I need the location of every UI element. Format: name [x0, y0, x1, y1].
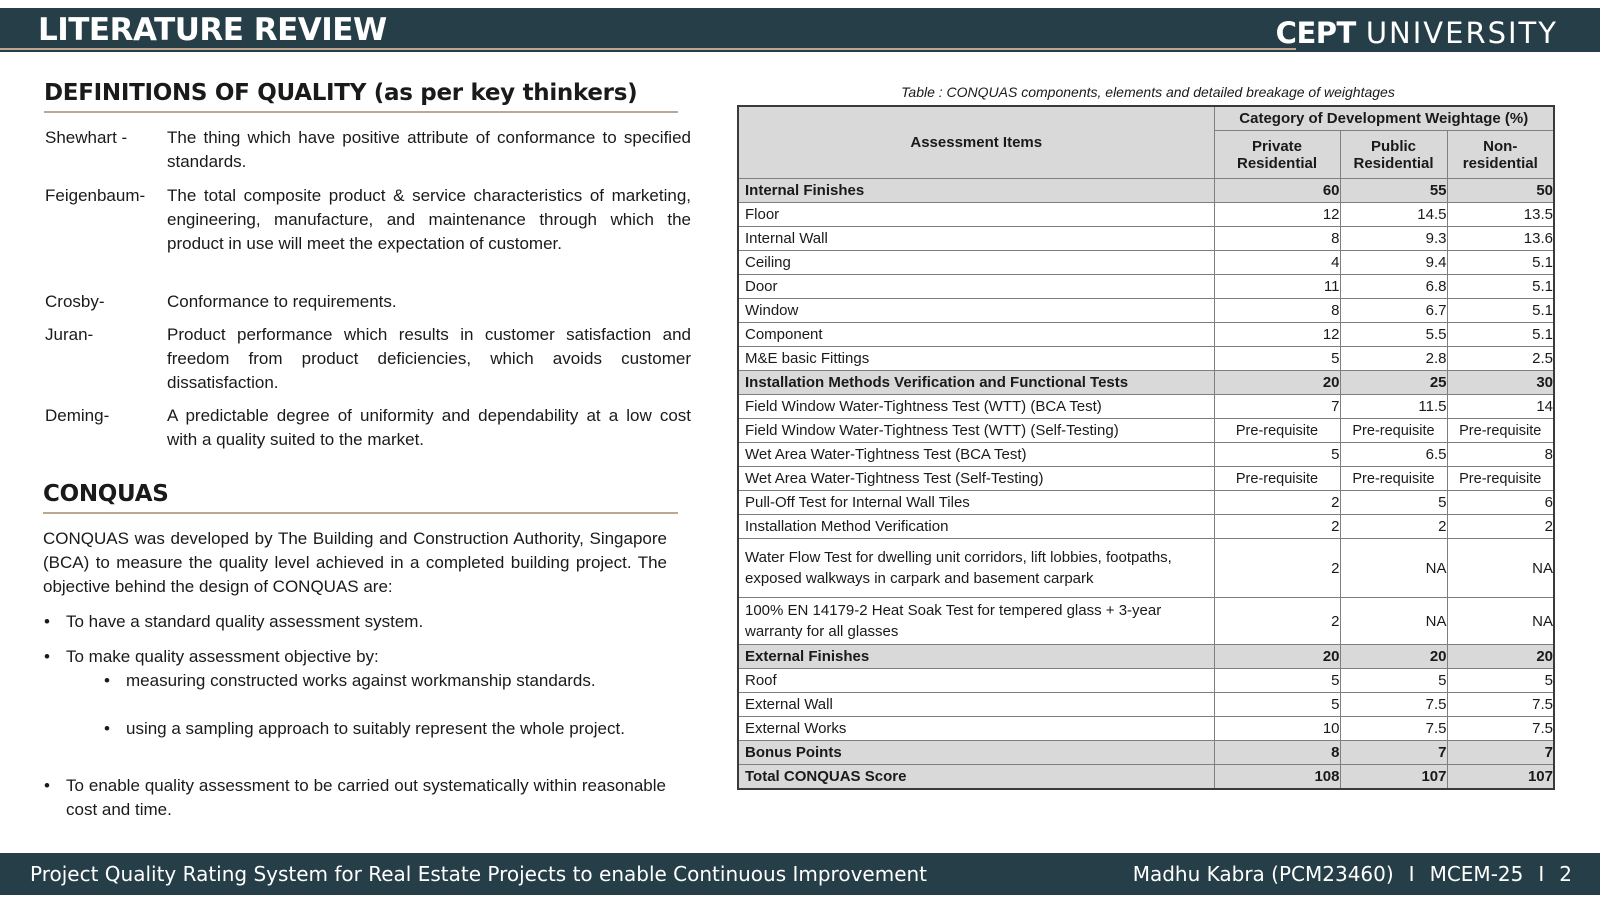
definition-term: Deming- [45, 406, 110, 425]
cell-assessment-item: Bonus Points [738, 741, 1214, 765]
footer-meta [1133, 862, 1572, 886]
cell-non-residential: 30 [1447, 371, 1554, 395]
bullet-dot: • [104, 719, 110, 738]
cell-public-residential: 6.5 [1340, 443, 1447, 467]
cell-private-residential: 8 [1214, 299, 1340, 323]
footer-separator: I [1538, 862, 1545, 886]
header-non-residential: Non-residential [1447, 131, 1554, 179]
header-underline [0, 48, 1296, 50]
cell-public-residential: 9.3 [1340, 227, 1447, 251]
bullet-text: To make quality assessment objective by: [66, 647, 379, 666]
cell-assessment-item: 100% EN 14179-2 Heat Soak Test for tempered glass + 3-year warranty for all glasses [738, 598, 1214, 645]
table-row [738, 443, 1554, 467]
conquas-rule [43, 512, 678, 514]
definition-text: The thing which have positive attribute of conformance to specified standards. [167, 128, 691, 171]
definition-term: Shewhart - [45, 128, 128, 147]
cell-public-residential: 9.4 [1340, 251, 1447, 275]
table-row [738, 515, 1554, 539]
cell-non-residential: 7 [1447, 741, 1554, 765]
table-row [738, 395, 1554, 419]
cell-assessment-item: Total CONQUAS Score [738, 765, 1214, 790]
cell-private-residential: Pre-requisite [1214, 467, 1340, 491]
cell-private-residential: 20 [1214, 645, 1340, 669]
cell-assessment-item: External Wall [738, 693, 1214, 717]
slide-title: LITERATURE REVIEW [38, 12, 387, 48]
cell-non-residential: 7.5 [1447, 717, 1554, 741]
cell-public-residential: 7.5 [1340, 693, 1447, 717]
table-row [738, 741, 1554, 765]
cell-public-residential: 6.8 [1340, 275, 1447, 299]
cell-assessment-item: Field Window Water-Tightness Test (WTT) (BCA Test) [738, 395, 1214, 419]
definitions-heading: DEFINITIONS OF QUALITY (as per key thinkers) [44, 80, 638, 106]
footer-project-title: Project Quality Rating System for Real Estate Projects to enable Continuous Improvement [30, 862, 928, 886]
cell-public-residential: 7 [1340, 741, 1447, 765]
table-row [738, 299, 1554, 323]
cell-public-residential: Pre-requisite [1340, 419, 1447, 443]
cell-assessment-item: Installation Method Verification [738, 515, 1214, 539]
cell-private-residential: Pre-requisite [1214, 419, 1340, 443]
table-row [738, 227, 1554, 251]
cell-private-residential: 12 [1214, 323, 1340, 347]
cell-public-residential: NA [1340, 539, 1447, 598]
cell-private-residential: 2 [1214, 539, 1340, 598]
definition-shewhart [45, 126, 691, 174]
table-row [738, 693, 1554, 717]
logo-bold-text: CEPT [1275, 16, 1356, 50]
cell-assessment-item: External Finishes [738, 645, 1214, 669]
cell-assessment-item: Water Flow Test for dwelling unit corridors, lift lobbies, footpaths, exposed walkways in carpark and basement carpark [738, 539, 1214, 598]
cell-public-residential: 25 [1340, 371, 1447, 395]
cell-assessment-item: Door [738, 275, 1214, 299]
definition-text: Conformance to requirements. [167, 292, 397, 311]
cell-assessment-item: Ceiling [738, 251, 1214, 275]
definition-term: Crosby- [45, 292, 105, 311]
footer-page-number: 2 [1559, 862, 1572, 886]
definition-term: Feigenbaum- [45, 186, 146, 205]
cell-private-residential: 60 [1214, 179, 1340, 203]
definition-text: A predictable degree of uniformity and dependability at a low cost with a quality suited to the market. [167, 406, 691, 449]
bullet-dot: • [44, 647, 50, 666]
definitions-rule [44, 111, 678, 113]
footer-course: MCEM-25 [1429, 862, 1524, 886]
cell-public-residential: 20 [1340, 645, 1447, 669]
cell-non-residential: 14 [1447, 395, 1554, 419]
conquas-table [737, 105, 1555, 790]
cell-non-residential: 50 [1447, 179, 1554, 203]
cell-assessment-item: Wet Area Water-Tightness Test (BCA Test) [738, 443, 1214, 467]
cell-public-residential: 11.5 [1340, 395, 1447, 419]
cell-public-residential: Pre-requisite [1340, 467, 1447, 491]
logo-light-text: UNIVERSITY [1365, 16, 1558, 50]
cell-assessment-item: Component [738, 323, 1214, 347]
cell-assessment-item: Field Window Water-Tightness Test (WTT) (Self-Testing) [738, 419, 1214, 443]
conquas-sub-bullet [104, 669, 666, 693]
cell-non-residential: 20 [1447, 645, 1554, 669]
bullet-text: To have a standard quality assessment system. [66, 612, 424, 631]
cell-assessment-item: M&E basic Fittings [738, 347, 1214, 371]
cell-non-residential: Pre-requisite [1447, 467, 1554, 491]
cell-private-residential: 2 [1214, 598, 1340, 645]
definition-juran [45, 323, 691, 395]
cell-private-residential: 5 [1214, 347, 1340, 371]
cell-assessment-item: Roof [738, 669, 1214, 693]
table-row [738, 765, 1554, 790]
cell-public-residential: 55 [1340, 179, 1447, 203]
cell-public-residential: 2.8 [1340, 347, 1447, 371]
bullet-dot: • [104, 671, 110, 690]
cell-assessment-item: Wet Area Water-Tightness Test (Self-Testing) [738, 467, 1214, 491]
bullet-text: To enable quality assessment to be carried out systematically within reasonable cost and time. [66, 776, 666, 819]
cell-private-residential: 7 [1214, 395, 1340, 419]
bullet-text: using a sampling approach to suitably represent the whole project. [126, 719, 625, 738]
header-assessment-items: Assessment Items [738, 106, 1214, 179]
cell-non-residential: NA [1447, 539, 1554, 598]
cell-public-residential: NA [1340, 598, 1447, 645]
cell-assessment-item: Internal Finishes [738, 179, 1214, 203]
definition-text: Product performance which results in customer satisfaction and freedom from product deficiencies, which avoids customer dissatisfaction. [167, 325, 691, 392]
table-row [738, 347, 1554, 371]
cell-non-residential: 7.5 [1447, 693, 1554, 717]
cell-non-residential: 8 [1447, 443, 1554, 467]
cell-private-residential: 2 [1214, 515, 1340, 539]
cell-private-residential: 10 [1214, 717, 1340, 741]
conquas-sub-bullet [104, 717, 666, 741]
header-public-residential: Public Residential [1340, 131, 1447, 179]
cell-private-residential: 5 [1214, 669, 1340, 693]
table-caption: Table : CONQUAS components, elements and detailed breakage of weightages [901, 84, 1395, 100]
cell-private-residential: 11 [1214, 275, 1340, 299]
table-row [738, 598, 1554, 645]
bullet-text: measuring constructed works against workmanship standards. [126, 671, 596, 690]
cell-private-residential: 108 [1214, 765, 1340, 790]
bullet-dot: • [44, 612, 50, 631]
table-row [738, 371, 1554, 395]
header-category: Category of Development Weightage (%) [1214, 106, 1554, 131]
definition-term: Juran- [45, 325, 94, 344]
university-logo [1276, 16, 1558, 50]
cell-assessment-item: Pull-Off Test for Internal Wall Tiles [738, 491, 1214, 515]
footer-author: Madhu Kabra (PCM23460) [1132, 862, 1394, 886]
table-row [738, 203, 1554, 227]
table-row [738, 179, 1554, 203]
table-row [738, 323, 1554, 347]
cell-public-residential: 5.5 [1340, 323, 1447, 347]
header-private-residential: Private Residential [1214, 131, 1340, 179]
cell-public-residential: 7.5 [1340, 717, 1447, 741]
footer-separator: I [1408, 862, 1415, 886]
cell-private-residential: 4 [1214, 251, 1340, 275]
cell-non-residential: NA [1447, 598, 1554, 645]
cell-private-residential: 5 [1214, 693, 1340, 717]
cell-private-residential: 5 [1214, 443, 1340, 467]
conquas-bullet [44, 645, 666, 669]
conquas-intro: CONQUAS was developed by The Building and Construction Authority, Singapore (BCA) to measure the quality level achieved in a completed building project. The objective behind the design of CONQUAS are: [43, 529, 667, 596]
cell-assessment-item: Floor [738, 203, 1214, 227]
cell-non-residential: 5.1 [1447, 299, 1554, 323]
table-row [738, 669, 1554, 693]
cell-non-residential: Pre-requisite [1447, 419, 1554, 443]
cell-non-residential: 5.1 [1447, 323, 1554, 347]
header-bar [0, 8, 1600, 52]
cell-non-residential: 13.6 [1447, 227, 1554, 251]
cell-public-residential: 5 [1340, 491, 1447, 515]
table-row [738, 491, 1554, 515]
cell-assessment-item: External Works [738, 717, 1214, 741]
definition-crosby [45, 290, 691, 314]
table-row [738, 645, 1554, 669]
cell-non-residential: 107 [1447, 765, 1554, 790]
definition-feigenbaum [45, 184, 691, 256]
cell-non-residential: 5 [1447, 669, 1554, 693]
table-row [738, 251, 1554, 275]
table-row [738, 717, 1554, 741]
cell-private-residential: 20 [1214, 371, 1340, 395]
table-row [738, 419, 1554, 443]
cell-non-residential: 6 [1447, 491, 1554, 515]
footer-bar [0, 853, 1600, 895]
table-row [738, 467, 1554, 491]
conquas-heading: CONQUAS [43, 481, 169, 507]
definition-text: The total composite product & service characteristics of marketing, engineering, manufacture, and maintenance through which the product in use will meet the expectation of customer. [167, 186, 691, 253]
cell-non-residential: 2.5 [1447, 347, 1554, 371]
table-row [738, 539, 1554, 598]
definition-deming [45, 404, 691, 452]
cell-public-residential: 14.5 [1340, 203, 1447, 227]
cell-private-residential: 12 [1214, 203, 1340, 227]
cell-non-residential: 13.5 [1447, 203, 1554, 227]
cell-private-residential: 8 [1214, 741, 1340, 765]
cell-public-residential: 6.7 [1340, 299, 1447, 323]
cell-non-residential: 5.1 [1447, 275, 1554, 299]
cell-assessment-item: Internal Wall [738, 227, 1214, 251]
cell-non-residential: 5.1 [1447, 251, 1554, 275]
cell-assessment-item: Window [738, 299, 1214, 323]
cell-public-residential: 2 [1340, 515, 1447, 539]
cell-public-residential: 5 [1340, 669, 1447, 693]
bullet-dot: • [44, 776, 50, 795]
cell-assessment-item: Installation Methods Verification and Functional Tests [738, 371, 1214, 395]
table-row [738, 275, 1554, 299]
cell-non-residential: 2 [1447, 515, 1554, 539]
conquas-bullet [44, 610, 666, 634]
conquas-bullet [44, 774, 666, 822]
cell-public-residential: 107 [1340, 765, 1447, 790]
cell-private-residential: 8 [1214, 227, 1340, 251]
cell-private-residential: 2 [1214, 491, 1340, 515]
